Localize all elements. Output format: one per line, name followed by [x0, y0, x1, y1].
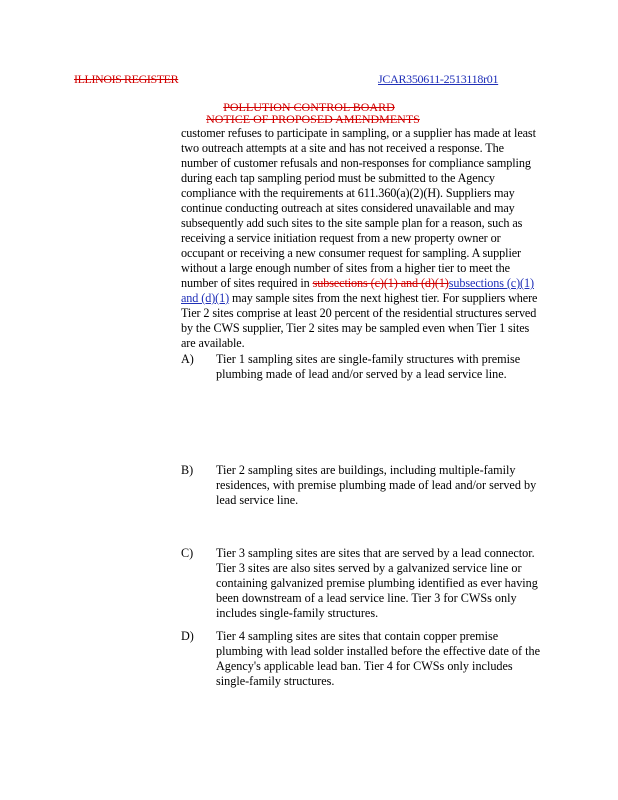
item-line: Tier 3 sites are also sites served by a galvanized service line or: [216, 561, 522, 575]
item-a-text: [216, 352, 520, 382]
item-d-letter: D): [181, 629, 194, 643]
notice-title: NOTICE OF PROPOSED AMENDMENTS: [206, 112, 420, 126]
item-line: Tier 2 sampling sites are buildings, including multiple-family: [216, 463, 516, 477]
agency-title: POLLUTION CONTROL BOARD: [223, 100, 395, 114]
item-line: Tier 1 sampling sites are single-family structures with premise: [216, 352, 521, 366]
register-title: ILLINOIS REGISTER: [74, 72, 179, 86]
deleted-text: subsections (c)(1) and (d)(1): [312, 276, 449, 290]
item-line: containing galvanized premise plumbing identified as ever having: [216, 576, 538, 590]
item-b-text: [216, 463, 536, 508]
paragraph-line: continue conducting outreach at sites considered unavailable and may: [181, 201, 515, 215]
paragraph-line: occupant or receiving a new consumer request for sampling. A supplier: [181, 246, 522, 260]
item-line: Agency's applicable lead ban. Tier 4 for CWSs only includes: [216, 659, 513, 673]
paragraph-line: subsequently add such sites to the site sample plan for a reason, such as: [181, 216, 523, 230]
item-c-text: [216, 546, 538, 621]
paragraph-line: [181, 276, 537, 291]
jcar-code: JCAR350611-2513118: [378, 72, 484, 86]
paragraph-line: by the CWS supplier, Tier 2 sites may be sampled even when Tier 1 sites: [181, 321, 530, 335]
item-line: Tier 4 sampling sites are sites that contain copper premise: [216, 629, 499, 643]
paragraph-line: without a large enough number of sites from a higher tier to meet the: [181, 261, 510, 275]
paragraph-line: number of customer refusals and non-responses for compliance sampling: [181, 156, 531, 170]
item-line: plumbing made of lead and/or served by a lead service line.: [216, 367, 507, 381]
item-line: been downstream of a lead service line. Tier 3 for CWSs only: [216, 591, 517, 605]
item-line: single-family structures.: [216, 674, 335, 688]
body-paragraph: [181, 126, 537, 351]
paragraph-line: two outreach attempts at a site and has not received a response. The: [181, 141, 504, 155]
item-d-text: [216, 629, 540, 689]
paragraph-line: receiving a service initiation request from a new property owner or: [181, 231, 501, 245]
paragraph-line: Tier 2 sites comprise at least 20 percent of the residential structures served: [181, 306, 537, 320]
item-line: includes single-family structures.: [216, 606, 379, 620]
item-b-letter: B): [181, 463, 194, 477]
paragraph-line: compliance with the requirements at 611.360(a)(2)(H). Suppliers may: [181, 186, 515, 200]
jcar-revision: r01: [483, 72, 499, 86]
item-c-letter: C): [181, 546, 194, 560]
plain-text: may sample sites from the next highest tier. For suppliers where: [229, 291, 538, 305]
item-line: residences, with premise plumbing made of lead and/or served by: [216, 478, 537, 492]
item-a-letter: A): [181, 352, 194, 366]
item-line: lead service line.: [216, 493, 299, 507]
inserted-text: subsections (c)(1): [448, 276, 534, 290]
item-line: Tier 3 sampling sites are sites that are served by a lead connector.: [216, 546, 535, 560]
paragraph-line: [181, 291, 537, 306]
item-line: plumbing with lead solder installed before the effective date of the: [216, 644, 540, 658]
paragraph-line: are available.: [181, 336, 245, 350]
plain-text: number of sites required in: [181, 276, 313, 290]
jcar-reference: [378, 72, 498, 87]
paragraph-line: customer refuses to participate in sampling, or a supplier has made at least: [181, 126, 536, 140]
inserted-text: and (d)(1): [181, 291, 230, 305]
paragraph-line: during each tap sampling period must be submitted to the Agency: [181, 171, 495, 185]
